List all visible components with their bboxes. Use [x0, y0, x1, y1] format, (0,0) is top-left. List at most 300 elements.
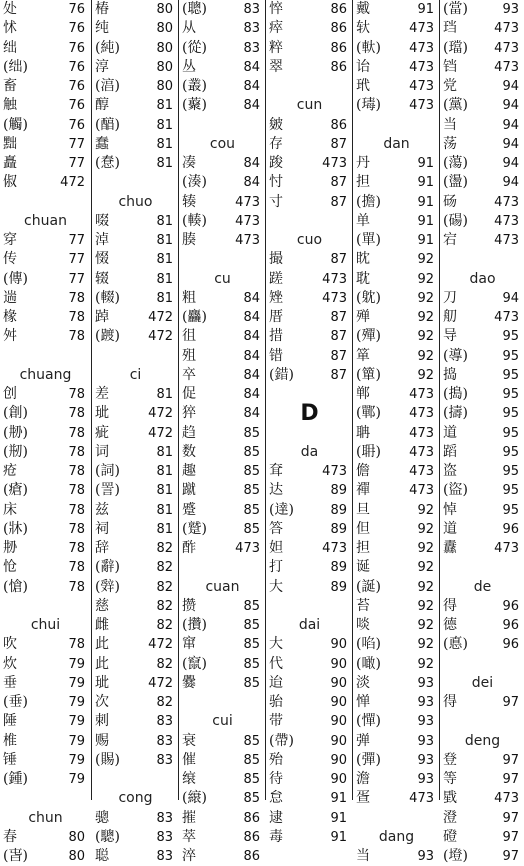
spacer	[0, 193, 91, 212]
entry-page-number: 84	[243, 156, 260, 171]
index-entry	[0, 674, 91, 693]
entry-page-number: 83	[156, 714, 173, 730]
index-entry	[179, 789, 266, 808]
entry-page-number: 80	[156, 40, 173, 56]
entry-character: (驄)	[95, 828, 120, 845]
entry-character: 兹	[95, 501, 109, 518]
index-entry	[440, 366, 524, 385]
index-entry	[353, 173, 440, 192]
index-entry	[92, 732, 179, 751]
entry-character: 捣	[443, 366, 457, 383]
entry-character: 俶	[3, 174, 17, 191]
entry-character: 疮	[3, 463, 17, 479]
entry-page-number: 84	[243, 98, 260, 114]
index-entry	[179, 193, 266, 212]
pinyin-heading: de	[473, 578, 492, 595]
index-entry	[179, 424, 266, 443]
entry-character: 达	[269, 482, 283, 499]
entry-character: 旦	[356, 501, 370, 518]
index-entry	[266, 501, 353, 520]
entry-character: 蹴	[182, 482, 196, 499]
index-entry	[92, 481, 179, 500]
entry-page-number: 85	[243, 425, 260, 441]
entry-character: 处	[3, 1, 17, 17]
entry-character: 辏	[182, 193, 196, 210]
index-entry	[353, 674, 440, 693]
index-entry	[266, 289, 353, 308]
index-entry	[353, 212, 440, 231]
index-entry	[0, 116, 91, 135]
index-entry	[353, 270, 440, 289]
index-entry	[266, 366, 353, 385]
index-entry	[179, 366, 266, 385]
entry-page-number: 92	[417, 348, 434, 364]
entry-character: 郸	[356, 386, 370, 402]
entry-character: (愴)	[3, 578, 28, 595]
pinyin-heading: chuan	[24, 212, 67, 229]
entry-page-number: 90	[330, 637, 347, 653]
index-entry	[440, 212, 524, 231]
entry-character: 带	[269, 713, 283, 730]
index-entry	[92, 58, 179, 77]
index-entry	[0, 404, 91, 423]
entry-character: 啖	[356, 617, 370, 633]
spacer	[353, 809, 440, 828]
pinyin-heading: cui	[212, 713, 233, 730]
entry-page-number: 92	[417, 656, 434, 672]
entry-character: (湻)	[95, 78, 120, 94]
index-entry	[0, 39, 91, 58]
entry-character: 单	[356, 212, 370, 229]
entry-page-number: 85	[243, 598, 260, 614]
index-entry	[266, 135, 353, 154]
index-entry	[179, 539, 266, 558]
index-entry	[440, 443, 524, 462]
entry-page-number: 79	[68, 772, 85, 787]
index-entry	[353, 404, 440, 423]
index-entry	[179, 39, 266, 58]
entry-character: 从	[182, 20, 196, 37]
entry-character: 戴	[356, 1, 370, 17]
entry-character: 厝	[269, 309, 283, 325]
entry-character: 卒	[182, 366, 196, 383]
spacer	[92, 770, 179, 789]
index-entry	[440, 424, 524, 443]
entry-page-number: 91	[417, 213, 434, 229]
entry-page-number: 94	[502, 156, 519, 171]
entry-character: 摧	[182, 809, 196, 826]
index-entry	[266, 481, 353, 500]
entry-page-number: 82	[156, 656, 173, 672]
index-entry	[440, 481, 524, 500]
pinyin-heading: cun	[296, 97, 323, 114]
index-entry	[179, 597, 266, 616]
entry-character: 黜	[3, 135, 17, 152]
index-entry	[440, 347, 524, 366]
spacer	[179, 558, 266, 577]
entry-page-number: 473	[494, 791, 519, 807]
index-entry	[266, 674, 353, 693]
entry-page-number: 473	[322, 290, 347, 306]
entry-character: 纯	[95, 20, 109, 37]
index-entry	[266, 173, 353, 192]
entry-character: (墱)	[443, 848, 468, 864]
entry-page-number: 78	[68, 329, 85, 345]
index-entry	[92, 828, 179, 847]
entry-page-number: 87	[330, 136, 347, 152]
spacer	[92, 347, 179, 366]
entry-page-number: 77	[68, 156, 85, 171]
entry-character: 粗	[182, 289, 196, 306]
entry-page-number: 473	[494, 310, 519, 325]
entry-character: (叢)	[182, 78, 207, 94]
entry-page-number: 84	[243, 367, 260, 383]
entry-page-number: 85	[243, 752, 260, 768]
index-entry	[0, 501, 91, 520]
entry-character: 眈	[356, 251, 370, 268]
entry-character: 祠	[95, 520, 109, 537]
index-entry	[179, 0, 266, 19]
index-entry	[92, 597, 179, 616]
index-entry	[266, 558, 353, 577]
entry-page-number: 78	[68, 290, 85, 306]
index-entry	[92, 578, 179, 597]
entry-page-number: 93	[417, 695, 434, 710]
pinyin-heading: cong	[118, 790, 153, 807]
index-entry	[0, 327, 91, 346]
index-entry	[266, 635, 353, 654]
index-entry	[440, 751, 524, 770]
entry-page-number: 95	[502, 367, 519, 383]
entry-character: 担	[356, 174, 370, 191]
entry-character: (導)	[443, 347, 468, 364]
entry-page-number: 85	[243, 618, 260, 633]
index-entry	[179, 385, 266, 404]
index-entry	[179, 404, 266, 423]
index-entry	[353, 578, 440, 597]
entry-page-number: 85	[243, 733, 260, 749]
entry-character: 翠	[269, 58, 283, 75]
entry-character: 戥	[443, 790, 457, 807]
entry-character: 椿	[95, 1, 109, 17]
pinyin-heading: dao	[469, 270, 496, 287]
entry-character: (彈)	[356, 751, 381, 768]
entry-page-number: 89	[330, 502, 347, 518]
entry-page-number: 92	[417, 290, 434, 306]
entry-page-number: 92	[417, 329, 434, 345]
index-entry	[0, 250, 91, 269]
index-entry	[0, 635, 91, 654]
entry-page-number: 94	[502, 98, 519, 114]
entry-page-number: 92	[417, 367, 434, 383]
index-entry	[92, 77, 179, 96]
index-entry	[0, 539, 91, 558]
spacer	[353, 116, 440, 135]
index-entry	[92, 635, 179, 654]
entry-page-number: 97	[502, 772, 519, 787]
entry-character: 蹈	[443, 443, 457, 460]
entry-character: (詞)	[95, 463, 120, 479]
spacer	[440, 558, 524, 577]
entry-page-number: 85	[243, 772, 260, 787]
index-entry	[0, 77, 91, 96]
entry-page-number: 97	[502, 829, 519, 845]
entry-character: (耼)	[356, 443, 381, 460]
entry-character: 措	[269, 328, 283, 345]
entry-page-number: 92	[417, 252, 434, 268]
entry-character: 趋	[182, 424, 196, 441]
entry-page-number: 79	[68, 675, 85, 691]
entry-character: (鄲)	[356, 405, 381, 422]
entry-character: (蹵)	[182, 520, 207, 537]
spacer	[266, 597, 353, 616]
index-entry	[0, 308, 91, 327]
entry-page-number: 472	[148, 406, 173, 422]
index-entry	[440, 154, 524, 173]
entry-character: (辭)	[95, 559, 120, 576]
entry-page-number: 94	[502, 136, 519, 152]
index-entry	[92, 655, 179, 674]
index-entry	[92, 751, 179, 770]
entry-page-number: 81	[156, 117, 173, 133]
index-entry	[92, 558, 179, 577]
index-entry	[353, 347, 440, 366]
entry-page-number: 84	[243, 348, 260, 364]
entry-page-number: 93	[417, 714, 434, 730]
entry-page-number: 91	[417, 156, 434, 171]
entry-character: 等	[443, 771, 457, 787]
pinyin-heading: deng	[464, 732, 501, 749]
index-entry	[440, 539, 524, 558]
entry-page-number: 87	[330, 194, 347, 210]
entry-character: (輳)	[182, 212, 207, 229]
entry-character: 撮	[269, 251, 283, 268]
entry-character: (瑇)	[356, 97, 381, 114]
index-entry	[0, 558, 91, 577]
entry-character: 悼	[443, 501, 457, 518]
index-entry	[92, 39, 179, 58]
entry-page-number: 473	[409, 40, 434, 56]
entry-character: 弹	[356, 732, 370, 749]
entry-character: 忖	[269, 174, 283, 191]
entry-character: 凑	[182, 155, 196, 171]
spacer	[0, 789, 91, 808]
entry-character: (擣)	[443, 405, 468, 422]
entry-character: (黨)	[443, 97, 468, 114]
index-entry	[0, 578, 91, 597]
entry-page-number: 91	[417, 233, 434, 248]
entry-character: (軑)	[356, 39, 381, 56]
index-entry	[92, 539, 179, 558]
entry-character: 磴	[443, 828, 457, 845]
entry-page-number: 93	[417, 849, 434, 864]
index-entry	[353, 693, 440, 712]
entry-character: (當)	[443, 1, 468, 17]
index-entry	[353, 635, 440, 654]
entry-page-number: 95	[502, 406, 519, 422]
entry-page-number: 78	[68, 502, 85, 518]
index-entry	[0, 289, 91, 308]
entry-page-number: 87	[330, 175, 347, 191]
index-entry	[179, 828, 266, 847]
entry-page-number: 77	[68, 271, 85, 287]
index-entry	[92, 693, 179, 712]
entry-page-number: 83	[156, 810, 173, 826]
entry-page-number: 95	[502, 387, 519, 402]
index-entry	[179, 847, 266, 866]
entry-page-number: 87	[330, 329, 347, 345]
entry-character: 此	[95, 655, 109, 672]
entry-page-number: 95	[502, 464, 519, 479]
entry-character: 趣	[182, 463, 196, 479]
entry-character: 萃	[182, 828, 196, 845]
index-entry	[266, 347, 353, 366]
pinyin-heading: chui	[30, 617, 61, 633]
entry-page-number: 82	[156, 618, 173, 633]
entry-page-number: 87	[330, 348, 347, 364]
index-entry	[440, 19, 524, 38]
index-entry	[0, 58, 91, 77]
entry-character: (刱)	[3, 424, 28, 441]
entry-character: (殫)	[356, 328, 381, 345]
entry-character: 辍	[95, 270, 109, 287]
entry-page-number: 93	[502, 2, 519, 17]
entry-page-number: 472	[148, 637, 173, 653]
entry-page-number: 81	[156, 136, 173, 152]
index-entry	[440, 404, 524, 423]
index-entry	[353, 193, 440, 212]
entry-character: 穿	[3, 232, 17, 248]
entry-character: (鍾)	[3, 771, 28, 787]
pinyin-heading: cou	[209, 135, 236, 152]
entry-page-number: 94	[502, 290, 519, 306]
entry-character: 矬	[269, 289, 283, 306]
entry-page-number: 473	[409, 79, 434, 94]
index-entry	[353, 77, 440, 96]
index-entry	[266, 520, 353, 539]
entry-character: 刺	[95, 713, 109, 730]
entry-page-number: 79	[68, 752, 85, 768]
pinyin-heading: cu	[214, 270, 231, 287]
entry-page-number: 76	[68, 117, 85, 133]
entry-page-number: 76	[68, 59, 85, 75]
spacer	[0, 347, 91, 366]
entry-page-number: 93	[417, 733, 434, 749]
pinyin-heading: chuang	[19, 366, 72, 383]
entry-character: 刱	[3, 540, 17, 556]
entry-character: 粹	[269, 39, 283, 56]
entry-page-number: 91	[417, 175, 434, 191]
index-entry	[0, 828, 91, 847]
index-entry	[92, 385, 179, 404]
entry-page-number: 472	[148, 675, 173, 691]
entry-page-number: 85	[243, 656, 260, 672]
entry-page-number: 85	[243, 502, 260, 518]
pinyin-heading: ci	[129, 366, 142, 383]
entry-page-number: 473	[322, 271, 347, 287]
pinyin-heading: dan	[383, 135, 410, 152]
entry-character: 玼	[95, 405, 109, 422]
entry-page-number: 79	[68, 733, 85, 749]
index-entry	[0, 135, 91, 154]
entry-character: (帶)	[269, 732, 294, 749]
entry-page-number: 86	[330, 59, 347, 75]
index-entry	[179, 520, 266, 539]
entry-character: 酢	[182, 540, 196, 556]
entry-character: (從)	[182, 39, 207, 56]
entry-page-number: 473	[322, 464, 347, 479]
entry-page-number: 473	[494, 541, 519, 556]
entry-character: 促	[182, 386, 196, 402]
entry-page-number: 84	[243, 175, 260, 191]
index-entry	[353, 39, 440, 58]
entry-character: (蕩)	[443, 155, 468, 171]
entry-character: (搗)	[443, 386, 468, 402]
entry-page-number: 89	[330, 521, 347, 537]
index-entry	[179, 809, 266, 828]
entry-character: 诒	[356, 58, 370, 75]
entry-page-number: 95	[502, 483, 519, 499]
entry-page-number: 94	[502, 79, 519, 94]
entry-page-number: 76	[68, 40, 85, 56]
index-entry	[266, 712, 353, 731]
entry-page-number: 81	[156, 444, 173, 460]
entry-character: 淖	[95, 232, 109, 248]
entry-character: 炊	[3, 655, 17, 672]
entry-character: 当	[443, 116, 457, 133]
index-entry	[0, 770, 91, 789]
entry-page-number: 93	[417, 675, 434, 691]
entry-page-number: 84	[243, 329, 260, 345]
index-entry	[179, 443, 266, 462]
entry-page-number: 81	[156, 464, 173, 479]
index-entry	[92, 712, 179, 731]
index-entry	[0, 424, 91, 443]
entry-character: (麤)	[182, 309, 207, 325]
index-entry	[92, 674, 179, 693]
entry-page-number: 473	[409, 98, 434, 114]
index-entry	[92, 289, 179, 308]
index-entry	[0, 732, 91, 751]
index-entry	[92, 0, 179, 19]
entry-character: (悳)	[443, 636, 468, 653]
entry-character: 差	[95, 386, 109, 402]
entry-page-number: 89	[330, 579, 347, 595]
entry-character: 矗	[3, 155, 17, 171]
entry-page-number: 86	[243, 810, 260, 826]
entry-page-number: 81	[156, 521, 173, 537]
entry-page-number: 87	[330, 367, 347, 383]
index-entry	[266, 154, 353, 173]
index-entry	[440, 462, 524, 481]
entry-page-number: 90	[330, 752, 347, 768]
entry-page-number: 84	[243, 290, 260, 306]
pinyin-heading: cuan	[205, 578, 240, 595]
index-entry	[440, 520, 524, 539]
entry-page-number: 96	[502, 637, 519, 653]
entry-character: (啗)	[356, 636, 381, 653]
entry-page-number: 84	[243, 387, 260, 402]
index-entry	[92, 154, 179, 173]
entry-character: 蠢	[95, 135, 109, 152]
entry-character: 轪	[356, 20, 370, 37]
entry-character: (縗)	[182, 790, 207, 807]
entry-character: (創)	[3, 405, 28, 422]
entry-page-number: 95	[502, 444, 519, 460]
index-entry	[353, 751, 440, 770]
entry-character: (垂)	[3, 694, 28, 710]
index-entry	[0, 655, 91, 674]
